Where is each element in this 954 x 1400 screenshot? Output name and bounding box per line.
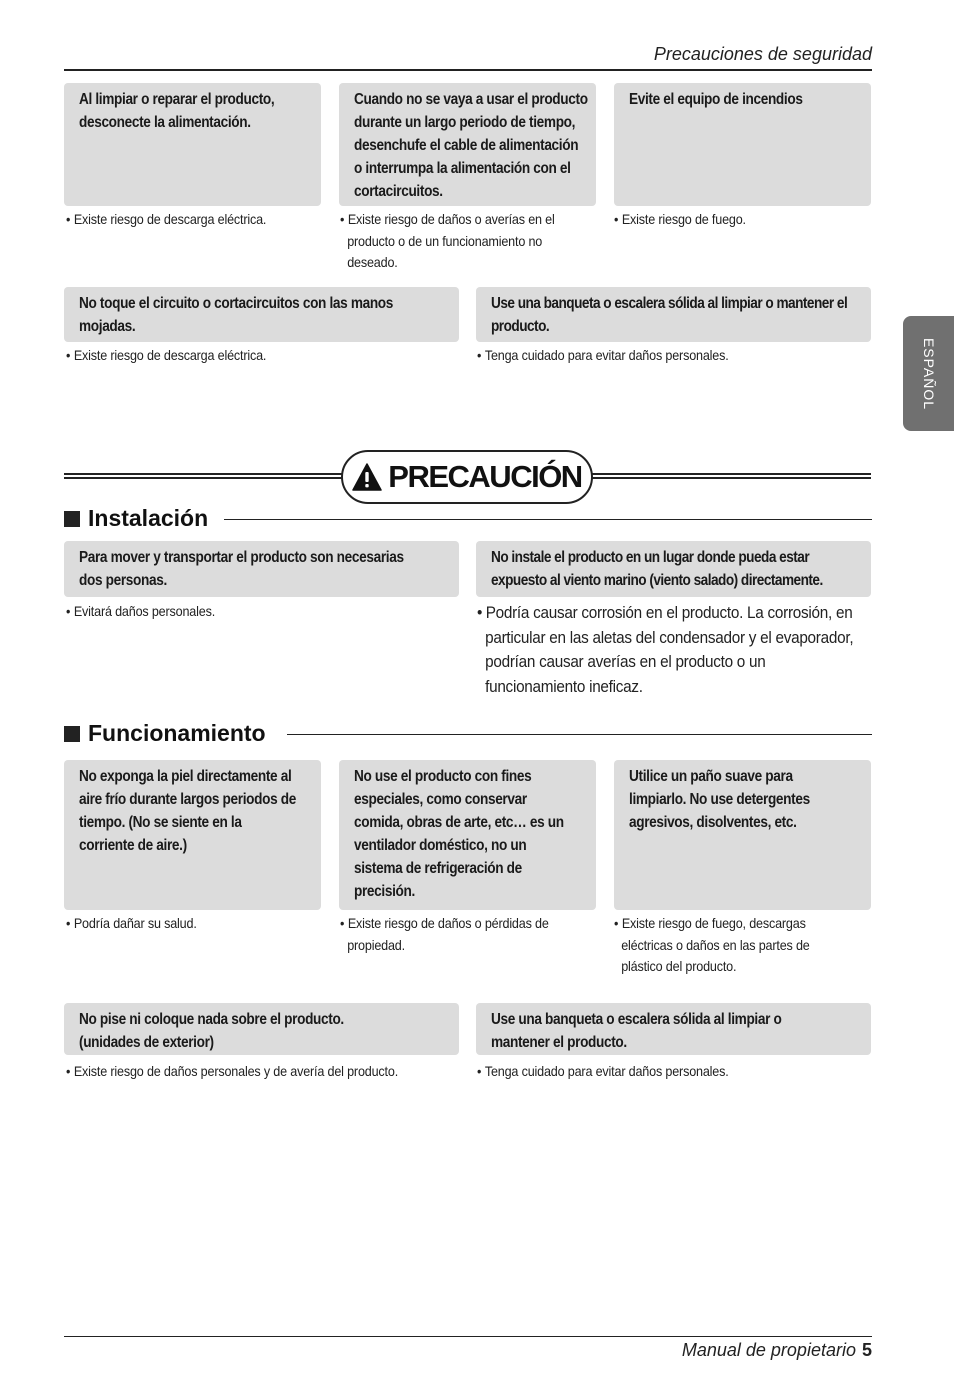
caution-note [66,913,197,935]
warning-box-line: Al limpiar o reparar el producto, [79,91,275,108]
caution-box-line: sistema de refrigeración de [354,860,522,877]
caution-box [64,541,459,597]
caution-note-line [66,601,215,623]
caution-note-line: propiedad. [347,936,405,953]
caution-note-text: Podría dañar su salud. [73,915,197,931]
warning-box-line: desconecte la alimentación. [79,114,251,131]
section-title: Funcionamiento [88,720,266,746]
page-footer [682,1340,872,1361]
caution-box-line: tiempo. (No se siente en la [79,814,242,831]
caution-note-line [477,601,853,626]
caution-note [66,601,215,623]
warning-note-line [340,209,555,231]
warning-box-line: o interrumpa la alimentación con el [354,160,571,177]
caution-box-line: Utilice un paño suave para [629,768,793,785]
section-heading-operation [64,720,266,747]
caution-note-text: Podría causar corrosión en el producto. La corrosión, en [485,603,853,622]
caution-box [614,760,871,910]
caution-note-text: Tenga cuidado para evitar daños personales. [484,1063,729,1079]
warning-note-line [614,209,746,231]
warning-box [476,287,871,342]
caution-box-line: No instale el producto en un lugar donde pueda estar [491,549,810,566]
caution-box-line: expuesto al viento marino (viento salado) directamente. [491,572,823,589]
warning-box-line: desenchufe el cable de alimentación [354,137,579,154]
language-tab-label: ESPAÑOL [920,337,937,410]
bullet-icon: • [477,347,482,363]
banner-rule-right [592,473,871,479]
caution-note-text: Existe riesgo de fuego, descargas [621,915,806,931]
caution-note-line: podrían causar averías en el producto o un [485,652,766,671]
warning-box [614,83,871,206]
running-header: Precauciones de seguridad [653,44,872,64]
caution-note [477,1061,729,1083]
caution-box-line: agresivos, disolventes, etc. [629,814,797,831]
footer-rule [64,1336,872,1337]
section-title: Instalación [88,505,209,531]
bullet-icon: • [477,603,483,622]
bullet-icon: • [66,603,71,619]
caution-note-line: funcionamiento ineficaz. [485,676,643,696]
caution-note [477,601,853,699]
caution-box-line: No pise ni coloque nada sobre el producto. [79,1011,344,1028]
caution-note-line: eléctricas o daños en las partes de [621,936,810,953]
caution-note-line: plástico del producto. [621,958,737,974]
caution-box-line: limpiarlo. No use detergentes [629,791,810,808]
warning-box [339,83,596,206]
caution-note-line [477,1061,729,1083]
caution-note-line [340,913,549,935]
warning-box-line: Use una banqueta o escalera sólida al limpiar o mantener el [491,295,848,312]
warning-note-line: producto o de un funcionamiento no [347,232,543,249]
caution-note [614,913,810,978]
warning-box-line: durante un largo periodo de tiempo, [354,114,576,131]
warning-box-line: No toque el circuito o cortacircuitos con las manos [79,295,394,312]
caution-box-line: dos personas. [79,572,167,589]
caution-box-line: Para mover y transportar el producto son necesarias [79,549,404,566]
warning-note-text: Existe riesgo de fuego. [621,211,746,227]
caution-box-line: Use una banqueta o escalera sólida al limpiar o [491,1011,782,1028]
warning-note-text: Existe riesgo de daños o averías en el [347,211,555,227]
bullet-icon: • [477,1063,482,1079]
caution-box-line: No exponga la piel directamente al [79,768,292,785]
caution-note-line [66,913,197,935]
footer-label: Manual de propietario [681,1340,856,1360]
caution-box [64,760,321,910]
warning-note [477,345,729,367]
warning-box-line: producto. [491,318,550,335]
caution-box [476,1003,871,1055]
caution-note [66,1061,398,1083]
caution-box-line: corriente de aire.) [79,837,187,854]
caution-note-line [614,913,810,935]
section-rule [287,734,872,735]
bullet-icon: • [66,915,71,931]
bullet-icon: • [66,211,71,227]
caution-note-line [66,1061,398,1083]
warning-note-text: Tenga cuidado para evitar daños personales. [484,347,729,363]
square-bullet-icon [64,511,80,527]
warning-note-text: Existe riesgo de descarga eléctrica. [73,347,267,363]
caution-box-line: No use el producto con fines [354,768,532,785]
banner-title: PRECAUCIÓN [388,459,582,494]
warning-triangle-icon [352,463,382,491]
bullet-icon: • [66,347,71,363]
header-rule [64,69,872,71]
bullet-icon: • [340,915,345,931]
caution-box-line: comida, obras de arte, etc… es un [354,814,564,831]
warning-note-line [477,345,729,367]
section-heading-installation [64,505,208,532]
warning-note [66,209,266,231]
banner-rule-left [64,473,342,479]
caution-note-text: Existe riesgo de daños personales y de avería del producto. [73,1063,399,1079]
bullet-icon: • [340,211,345,227]
caution-note-line: particular en las aletas del condensador y el evaporador, [485,627,854,647]
warning-note [614,209,746,231]
caution-box-line: ventilador doméstico, no un [354,837,527,854]
caution-note [340,913,549,956]
warning-box-line: mojadas. [79,318,136,335]
caution-box [339,760,596,910]
caution-box-line: aire frío durante largos periodos de [79,791,296,808]
warning-box-line: Cuando no se vaya a usar el producto [354,91,588,108]
bullet-icon: • [614,915,619,931]
caution-banner [341,450,593,504]
caution-note-text: Evitará daños personales. [73,603,216,619]
warning-box-line: cortacircuitos. [354,183,443,200]
section-rule [224,519,872,520]
caution-box [476,541,871,597]
warning-note [340,209,555,274]
warning-note-line [66,345,266,367]
page-number: 5 [861,1340,872,1360]
square-bullet-icon [64,726,80,742]
warning-note-text: Existe riesgo de descarga eléctrica. [73,211,267,227]
caution-box-line: precisión. [354,883,415,900]
warning-box-line: Evite el equipo de incendios [629,91,803,108]
bullet-icon: • [66,1063,71,1079]
caution-box-line: mantener el producto. [491,1034,627,1051]
language-tab [903,316,954,431]
warning-note-line: deseado. [347,254,398,270]
warning-box [64,287,459,342]
bullet-icon: • [614,211,619,227]
caution-box-line: especiales, como conservar [354,791,527,808]
warning-box [64,83,321,206]
caution-box-line: (unidades de exterior) [79,1034,214,1051]
warning-note-line [66,209,266,231]
warning-note [66,345,266,367]
caution-note-text: Existe riesgo de daños o pérdidas de [347,915,549,931]
caution-box [64,1003,459,1055]
